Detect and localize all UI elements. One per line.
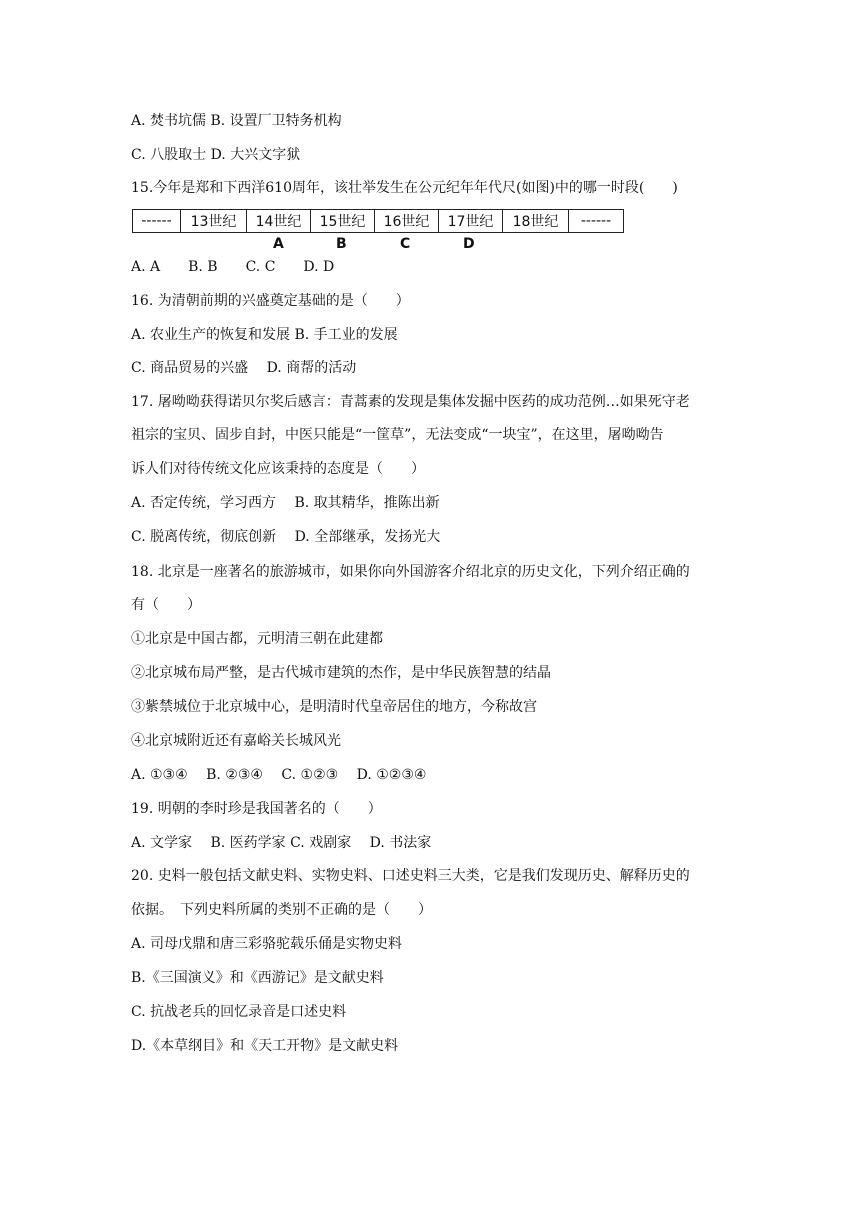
q17-stem-line2: 祖宗的宝贝、固步自封，中医只能是“一筐草”，无法变成“一块宝”，在这里，屠呦呦告	[131, 427, 664, 443]
q17-stem-line1: 17. 屠呦呦获得诺贝尔奖后感言：青蒿素的发现是集体发掘中医药的成功范例…如果死守老	[131, 394, 690, 410]
q15-timeline	[132, 209, 624, 233]
timeline-marker-a: A	[273, 236, 284, 252]
q18-options: A. ①③④ B. ②③④ C. ①②③ D. ①②③④	[131, 767, 427, 783]
q20-stem-line2: 依据。 下列史料所属的类别不正确的是（ ）	[131, 902, 432, 918]
q19-stem: 19. 明朝的李时珍是我国著名的（ ）	[131, 801, 382, 817]
timeline-cell: ------	[580, 213, 612, 229]
q20-option-c: C. 抗战老兵的回忆录音是口述史料	[131, 1004, 347, 1020]
timeline-cell: 13世纪	[181, 210, 247, 232]
timeline-cell: 18世纪	[503, 210, 569, 232]
q15-options: A. A B. B C. C D. D	[131, 259, 335, 275]
q14-options-line2: C. 八股取士 D. 大兴文字狱	[131, 147, 301, 163]
q15-stem: 15.今年是郑和下西洋610周年，该壮举发生在公元纪年年代尺(如图)中的哪一时段( )	[131, 180, 678, 196]
timeline-marker-c: C	[400, 236, 411, 252]
q18-stem-line2: 有（ ）	[131, 597, 201, 613]
q16-options-line1: A. 农业生产的恢复和发展 B. 手工业的发展	[131, 327, 398, 343]
q18-stem-line1: 18. 北京是一座著名的旅游城市，如果你向外国游客介绍北京的历史文化，下列介绍正确的	[131, 564, 690, 580]
q20-option-d: D.《本草纲目》和《天工开物》是文献史料	[131, 1038, 399, 1054]
q16-options-line2: C. 商品贸易的兴盛 D. 商帮的活动	[131, 360, 357, 376]
q18-item-1: ①北京是中国古都，元明清三朝在此建都	[131, 631, 383, 647]
timeline-cell: 14世纪	[247, 210, 311, 232]
q17-stem-line3: 诉人们对待传统文化应该秉持的态度是（ ）	[131, 461, 425, 477]
q18-item-4: ④北京城附近还有嘉峪关长城风光	[131, 733, 341, 749]
q18-item-3: ③紫禁城位于北京城中心，是明清时代皇帝居住的地方，今称故宫	[131, 699, 537, 715]
q20-option-b: B.《三国演义》和《西游记》是文献史料	[131, 970, 384, 986]
timeline-cell: 17世纪	[439, 210, 503, 232]
timeline-marker-d: D	[463, 236, 475, 252]
q19-options: A. 文学家 B. 医药学家 C. 戏剧家 D. 书法家	[131, 835, 432, 851]
q20-stem-line1: 20. 史料一般包括文献史料、实物史料、口述史料三大类，它是我们发现历史、解释历史的	[131, 868, 690, 884]
q18-item-2: ②北京城布局严整，是古代城市建筑的杰作，是中华民族智慧的结晶	[131, 665, 551, 681]
timeline-marker-b: B	[336, 236, 347, 252]
q17-options-line2: C. 脱离传统，彻底创新 D. 全部继承，发扬光大	[131, 529, 441, 545]
timeline-cell: ------	[133, 210, 181, 232]
timeline-cell: 15世纪	[311, 210, 375, 232]
timeline-cell: 16世纪	[375, 210, 439, 232]
q16-stem: 16. 为清朝前期的兴盛奠定基础的是（ ）	[131, 293, 410, 309]
q17-options-line1: A. 否定传统，学习西方 B. 取其精华，推陈出新	[131, 495, 440, 511]
q14-options-line1: A. 焚书坑儒 B. 设置厂卫特务机构	[131, 113, 342, 129]
q20-option-a: A. 司母戊鼎和唐三彩骆驼载乐俑是实物史料	[131, 936, 403, 952]
